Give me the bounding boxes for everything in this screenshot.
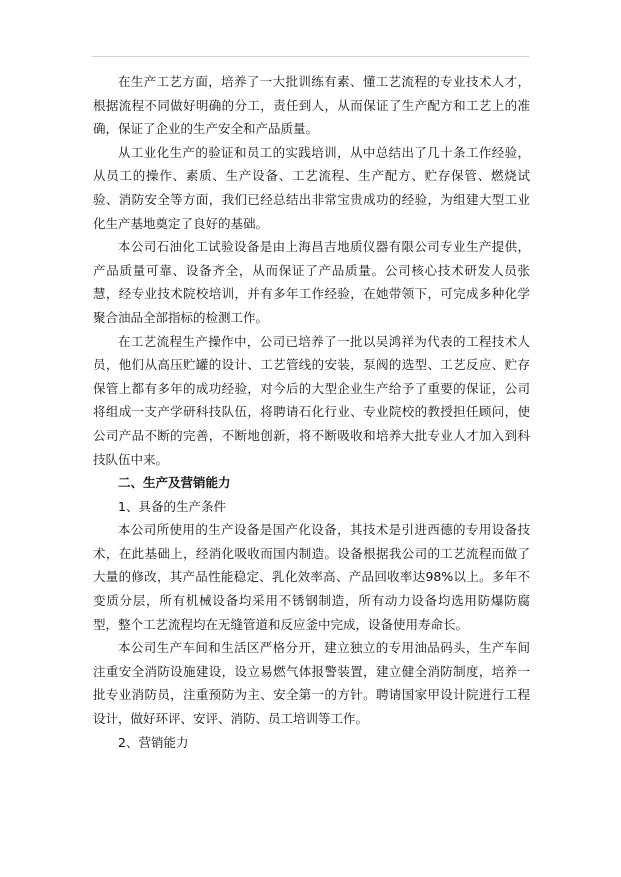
- document-body: [93, 70, 530, 754]
- subheading-production-conditions: 1、具备的生产条件: [118, 498, 226, 514]
- paragraph-equipment: 本公司所使用的生产设备是国产化设备，其技术是引进西德的专用设备技术，在此基础上，经消化吸收而国内制造。设备根据我公司的工艺流程而做了大量的修改，其产品性能稳定、乳化效率高、产品回收率达98%以上。多年不变质分层，所有机械设备均采用不锈钢制造，所有动力设备均选用防爆防腐型，整个工艺流程均在无缝管道和反应釜中完成，设备使用寿命长。: [93, 522, 530, 632]
- header-rule: [92, 56, 529, 57]
- paragraph-test-equipment: 本公司石油化工试验设备是由上海昌吉地质仪器有限公司专业生产提供，产品质量可靠、设备齐全，从而保证了产品质量。公司核心技术研发人员张慧，经专业技术院校培训，并有多年工作经验，在她带领下，可完成多种化学聚合油品全部指标的检测工作。: [93, 239, 530, 325]
- subheading-marketing: 2、营销能力: [118, 734, 189, 750]
- paragraph-safety: 本公司生产车间和生活区严格分开，建立独立的专用油品码头，生产车间注重安全消防设施建设，设立易燃气体报警装置，建立健全消防制度，培养一批专业消防员，注重预防为主、安全第一的方针。聘请国家甲设计院进行工程设计，做好环评、安评、消防、员工培训等工作。: [93, 640, 530, 727]
- section-heading: 二、生产及营销能力: [118, 475, 231, 491]
- paragraph-production-process: 在生产工艺方面，培养了一大批训练有素、懂工艺流程的专业技术人才，根据流程不同做好明确的分工，责任到人，从而保证了生产配方和工艺上的准确，保证了企业的生产安全和产品质量。: [93, 74, 530, 137]
- paragraph-technical-staff: 在工艺流程生产操作中，公司已培养了一批以吴鸿祥为代表的工程技术人员，他们从高压贮罐的设计、工艺管线的安装，泵阀的选型、工艺反应、贮存保管上都有多年的成功经验，对今后的大型企业生产给予了重要的保证，公司将组成一支产学研科技队伍，将聘请石化行业、专业院校的教授担任顾问，使公司产品不断的完善，不断地创新，将不断吸收和培养大批专业人才加入到科技队伍中来。: [93, 333, 530, 467]
- paragraph-experience: 从工业化生产的验证和员工的实践培训，从中总结出了几十条工作经验，从员工的操作、素质、生产设备、工艺流程、生产配方、贮存保管、燃烧试验、消防安全等方面，我们已经总结出非常宝贵成功的经验，为组建大型工业化生产基地奠定了良好的基础。: [93, 144, 530, 231]
